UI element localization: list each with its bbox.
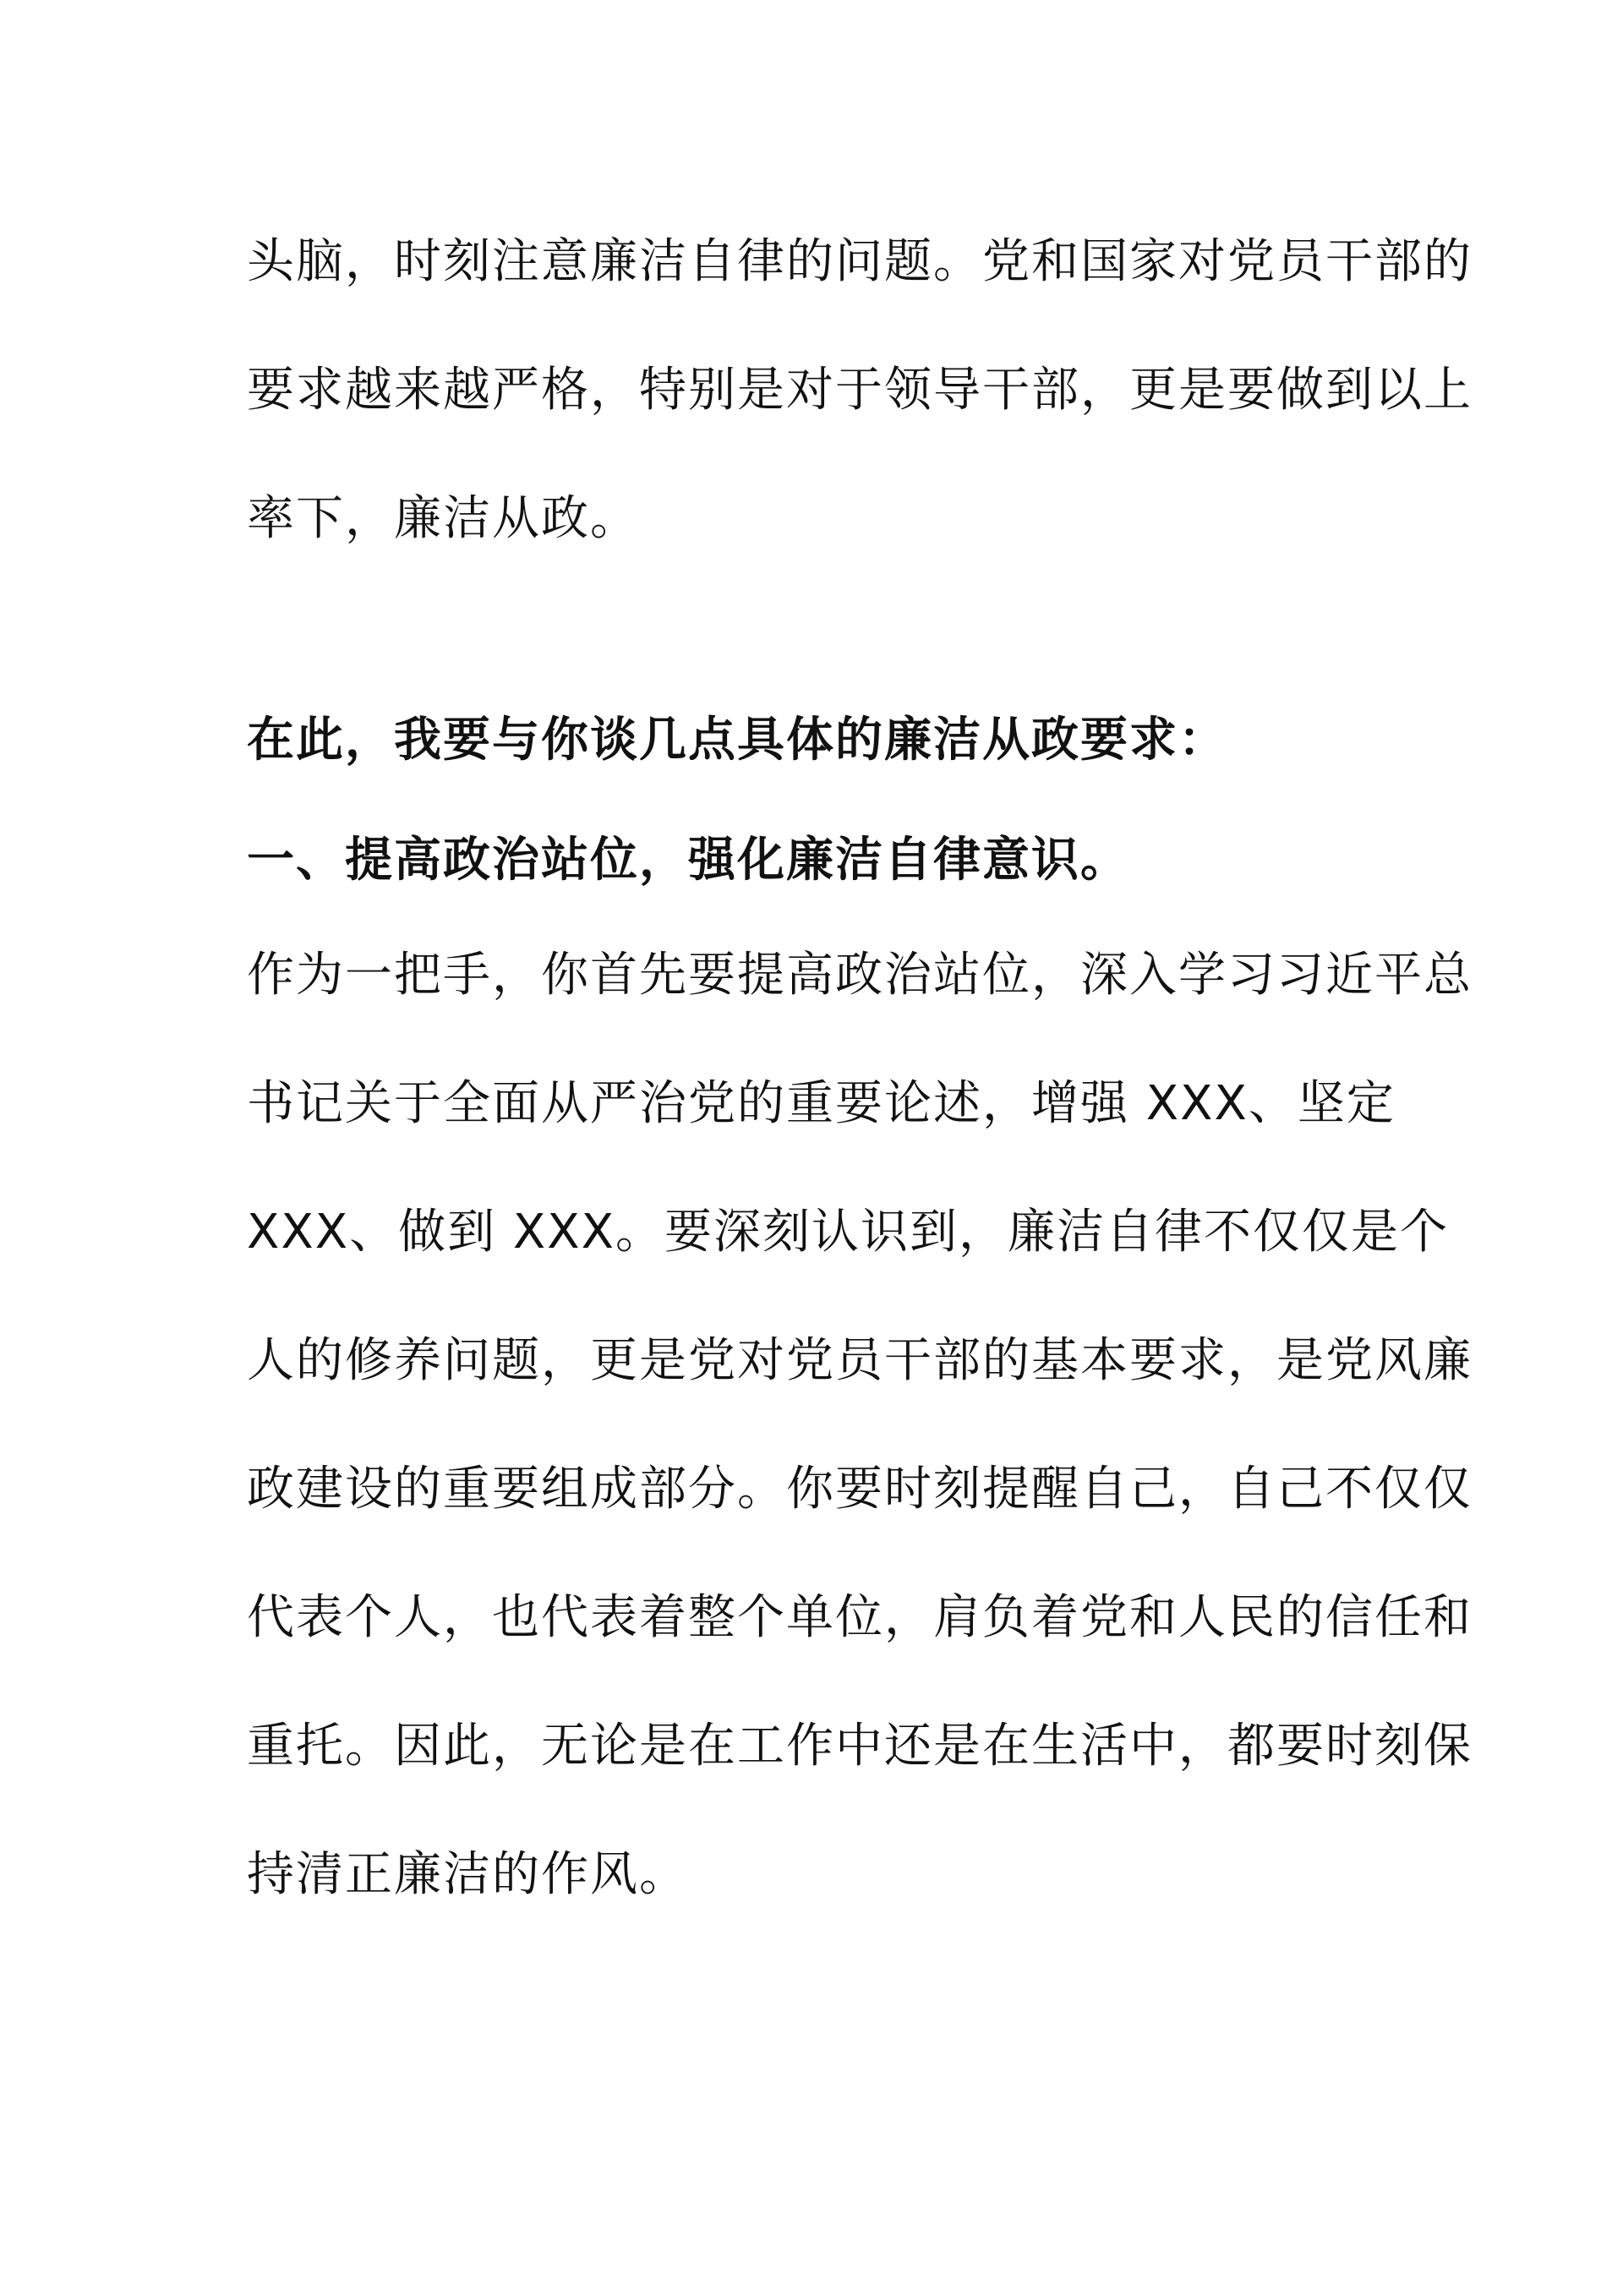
paragraph-line: 持清正廉洁的作风。 [247, 1847, 688, 1902]
paragraph-line: 率下，廉洁从政。 [247, 491, 639, 546]
section-heading-1: 一、提高政治站位，强化廉洁自律意识。 [247, 833, 1129, 888]
paragraph-line: XXX、做到 XXX。要深刻认识到，廉洁自律不仅仅是个 [247, 1205, 1449, 1260]
paragraph-line: 政建设的重要组成部分。你要时刻提醒自己，自己不仅仅 [247, 1462, 1473, 1517]
section-intro-heading: 在此，我要与你谈几点具体的廉洁从政要求： [247, 713, 1227, 768]
paragraph-line: 人的修养问题，更是党对党员干部的基本要求，是党风廉 [247, 1333, 1473, 1388]
paragraph-line: 代表个人，也代表着整个单位，肩负着党和人民的信任和 [247, 1590, 1473, 1645]
paragraph-line: 作为一把手，你首先要提高政治站位，深入学习习近平总 [247, 948, 1473, 1003]
paragraph-line: 重托。因此，无论是在工作中还是在生活中，都要时刻保 [247, 1719, 1473, 1774]
paragraph-line: 头脑，时刻注意廉洁自律的问题。党和国家对党员干部的 [247, 234, 1473, 289]
paragraph-line: 书记关于全面从严治党的重要论述，增强 XXX、坚定 [247, 1076, 1396, 1131]
paragraph-line: 要求越来越严格，特别是对于领导干部，更是要做到以上 [247, 363, 1473, 418]
